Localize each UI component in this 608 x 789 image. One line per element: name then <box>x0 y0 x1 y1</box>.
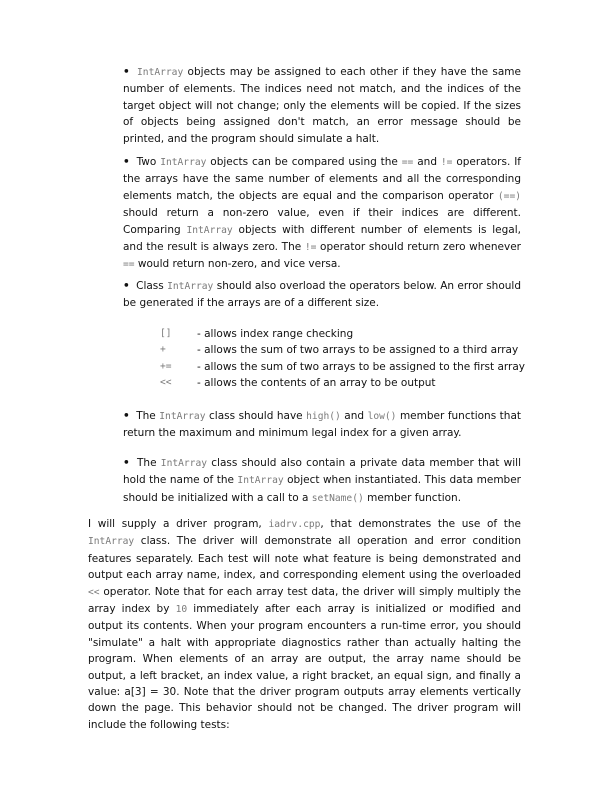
bullet-dot: • <box>123 280 130 292</box>
bullet-dot: • <box>123 410 130 422</box>
operator-symbol: + <box>160 344 166 356</box>
operator-item <box>160 359 540 375</box>
operator-description: - allows the sum of two arrays to be assigned to the first array <box>197 360 525 373</box>
bullet-comparison: • Two IntArray objects can be compared using the == and != operators. If the arrays have the same number of elements and all the corresponding elements match, the objects are equal and the comparison operator (==) should return a non-zero value, even if their indices are different. Comparing IntArray objects with different number of elements is legal, and the result is always zero. The != operator should return zero whenever == would return non-zero, and vice versa. <box>123 156 521 271</box>
operator-description: - allows index range checking <box>197 328 354 340</box>
operator-item <box>160 326 540 342</box>
bullet-overload: • Class IntArray should also overload the operators below. An error should be generated if the arrays are of a different size. <box>123 280 521 310</box>
operator-symbol: << <box>160 377 172 389</box>
bullet-name-member: • The IntArray class should also contain a private data member that will hold the name of the IntArray object when instantiated. This data member should be initialized with a call to a setName() member function. <box>123 457 521 504</box>
operator-symbol: [] <box>160 328 172 339</box>
bullet-dot: • <box>123 66 130 78</box>
bullet-dot: • <box>123 457 130 469</box>
operator-symbol: += <box>160 360 172 372</box>
driver-paragraph: I will supply a driver program, iadrv.cpp, that demonstrates the use of the IntArray class. The driver will demonstrate all operation and error condition features separately. Each test will note what feature is being demonstrated and output each array name, index, and corresponding element using the overloaded << operator. Note that for each array test data, the driver will simply multiply the array index by 10 immediately after each array is initialized or modified and output its contents. When your program encounters a run-time error, you should "simulate" a halt with appropriate diagnostics rather than actually halting the program. When elements of an array are output, the array name should be output, a left bracket, an index value, a right bracket, an equal sign, and finally a value: a[3] = 30. Note that the driver program outputs array elements vertically down the page. This behavior should not be changed. The driver program will include the following tests: <box>88 518 521 731</box>
operator-description: - allows the sum of two arrays to be assigned to a third array <box>197 344 519 357</box>
operator-list <box>160 326 540 392</box>
operator-item <box>160 375 540 391</box>
operator-item <box>160 342 540 358</box>
bullet-dot: • <box>123 156 130 168</box>
bullet-assignment: • IntArray objects may be assigned to each other if they have the same number of elements. The indices need not match, and the indices of the target object will not change; only the elements will be copied. If the sizes of objects being assigned don't match, an error message should be printed, and the program should simulate a halt. <box>123 66 521 145</box>
operator-description: - allows the contents of an array to be output <box>197 377 436 390</box>
bullet-high-low: • The IntArray class should have high() and low() member functions that return the maximum and minimum legal index for a given array. <box>123 410 522 440</box>
